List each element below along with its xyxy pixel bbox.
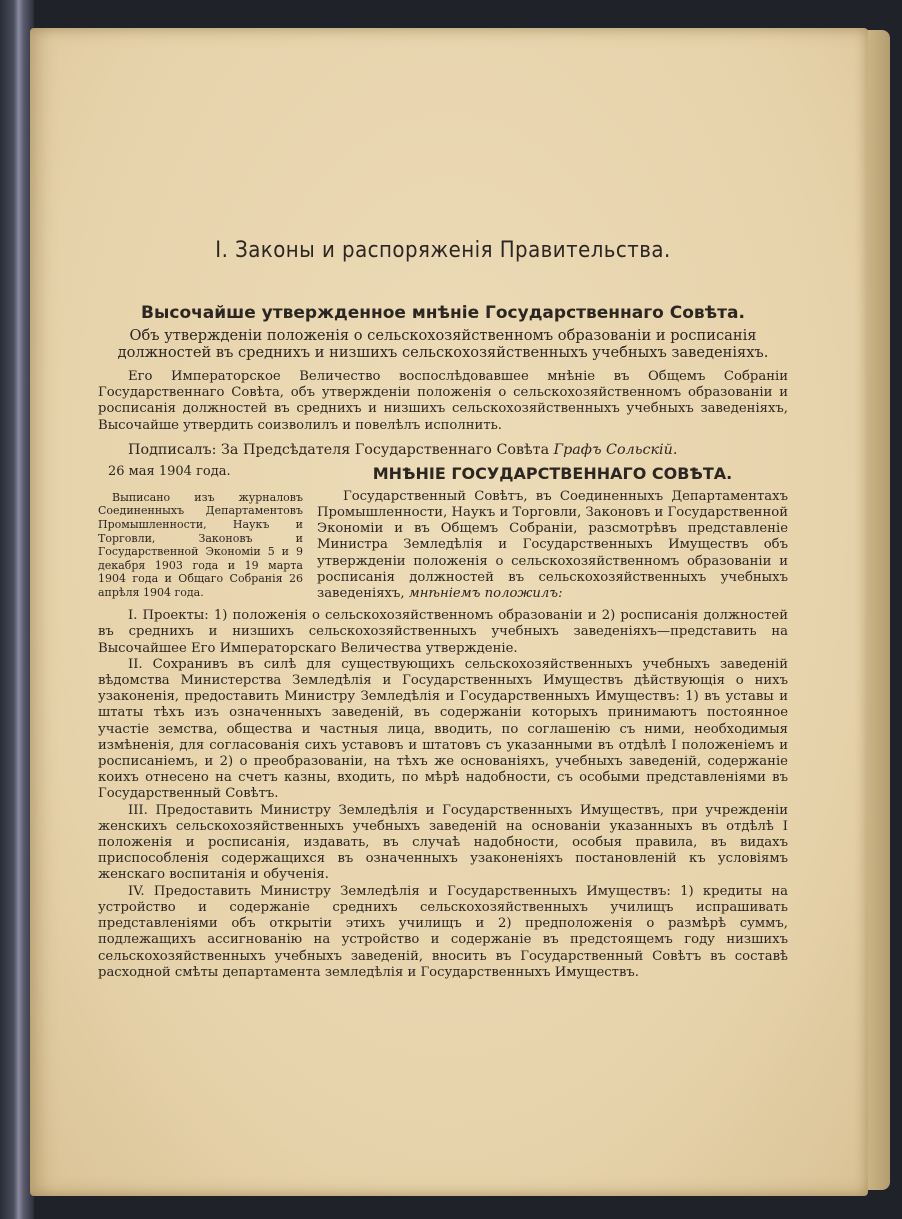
signer-name: Графъ Сольскій. (553, 441, 678, 458)
opinion-resolved: мнѣніемъ положилъ: (408, 586, 563, 602)
opinion-text (317, 489, 788, 602)
book-binding (0, 0, 34, 1219)
resolution-item-1: I. Проекты: 1) положенія о сельскохозяйственномъ образованіи и 2) росписанія должностей въ среднихъ и низшихъ сельскохозяйственныхъ учебныхъ заведеніяхъ—представить на Высочайшее Его Императорскаго Величества утвержденіе. (98, 608, 788, 656)
opinion-title: МНѢНІЕ ГОСУДАРСТВЕННАГО СОВѢТА. (372, 463, 733, 483)
document-page (30, 28, 868, 1196)
journal-note: Выписано изъ журналовъ Соединенныхъ Департаментовъ Промышленности, Наукъ и Торговли, Законовъ и Государственной Экономіи 5 и 9 декабря 1903 года и 19 марта 1904 года и Общаго Собранія 26 апрѣля 1904 года. (98, 490, 303, 599)
margin-notes (98, 464, 303, 602)
section-title: I. Законы и распоряженія Правительства. (215, 238, 671, 263)
resolution-item-4: IV. Предоставить Министру Земледѣлія и Государственныхъ Имуществъ: 1) кредиты на устройство и содержаніе среднихъ сельскохозяйственныхъ училищъ испрашивать представленіями объ открытіи этихъ училищъ и 2) предположенія о размѣрѣ суммъ, подлежащихъ ассигнованію на устройство и содержаніе въ предстоящемъ году низшихъ сельскохозяйственныхъ учебныхъ заведеній, вносить въ Государственный Совѣтъ въ составѣ расходной смѣты департамента земледѣлія и Государственныхъ Имуществъ. (98, 883, 788, 980)
resolution-item-3: III. Предоставить Министру Земледѣлія и Государственныхъ Имуществъ, при учрежденіи женскихъ сельскохозяйственныхъ учебныхъ заведеній на основаніи указанныхъ въ отдѣлѣ I положенія и росписанія, издавать, въ случаѣ надобности, особыя правила, въ видахъ приспособленія содержащихся въ означенныхъ узаконеніяхъ постановленій къ условіямъ женскаго воспитанія и обученія. (98, 802, 788, 883)
signed-prefix: Подписалъ: За Предсѣдателя Государственнаго Совѣта (128, 441, 550, 458)
page-content (98, 238, 788, 981)
resolution-items (98, 608, 788, 981)
decree-title: Высочайше утвержденное мнѣніе Государственнаго Совѣта. (141, 303, 745, 323)
preamble: Его Императорское Величество воспослѣдовавшее мнѣніе въ Общемъ Собраніи Государственнаго Совѣта, объ утвержденіи положенія о сельскохозяйственномъ образованіи и росписанія должностей въ среднихъ и низшихъ сельскохозяйственныхъ учебныхъ заведеніяхъ, Высочайше утвердить соизволилъ и повелѣлъ исполнить. (98, 369, 788, 433)
opinion-block (98, 464, 788, 602)
date: 26 мая 1904 года. (108, 463, 231, 479)
signature-line (98, 442, 788, 458)
decree-subject: Объ утвержденіи положенія о сельскохозяйственномъ образованіи и росписанія должностей въ среднихъ и низшихъ сельскохозяйственныхъ учебныхъ заведеніяхъ. (117, 327, 769, 361)
resolution-item-2: II. Сохранивъ въ силѣ для существующихъ сельскохозяйственныхъ учебныхъ заведеній вѣдомства Министерства Земледѣлія и Государственныхъ Имуществъ дѣйствующія о нихъ узаконенія, предоставить Министру Земледѣлія и Государственныхъ Имуществъ: 1) въ уставы и штаты тѣхъ изъ означенныхъ заведеній, въ содержаніи которыхъ принимаютъ постоянное участіе земства, общества и частныя лица, вводить, по соглашенію съ ними, необходимыя измѣненія, для согласованія сихъ уставовъ и штатовъ съ указанными въ отдѣлѣ I положеніемъ и росписаніемъ, и 2) о преобразованіи, на тѣхъ же основаніяхъ, учебныхъ заведеній, содержаніе коихъ отнесено на счетъ казны, входить, по мѣрѣ надобности, съ особыми представленіями въ Государственный Совѣтъ. (98, 656, 788, 802)
opinion-body: Государственный Совѣтъ, въ Соединенныхъ Департаментахъ Промышленности, Наукъ и Торговли, Законовъ и Государственной Экономіи и въ Общемъ Собраніи, разсмотрѣвъ представленіе Министра Земледѣлія и Государственныхъ Имуществъ объ утвержденіи положенія о сельскохозяйственномъ образованіи и росписанія должностей въ сельскохозяйственныхъ учебныхъ заведеніяхъ, (317, 488, 788, 602)
opinion-column (317, 464, 788, 602)
